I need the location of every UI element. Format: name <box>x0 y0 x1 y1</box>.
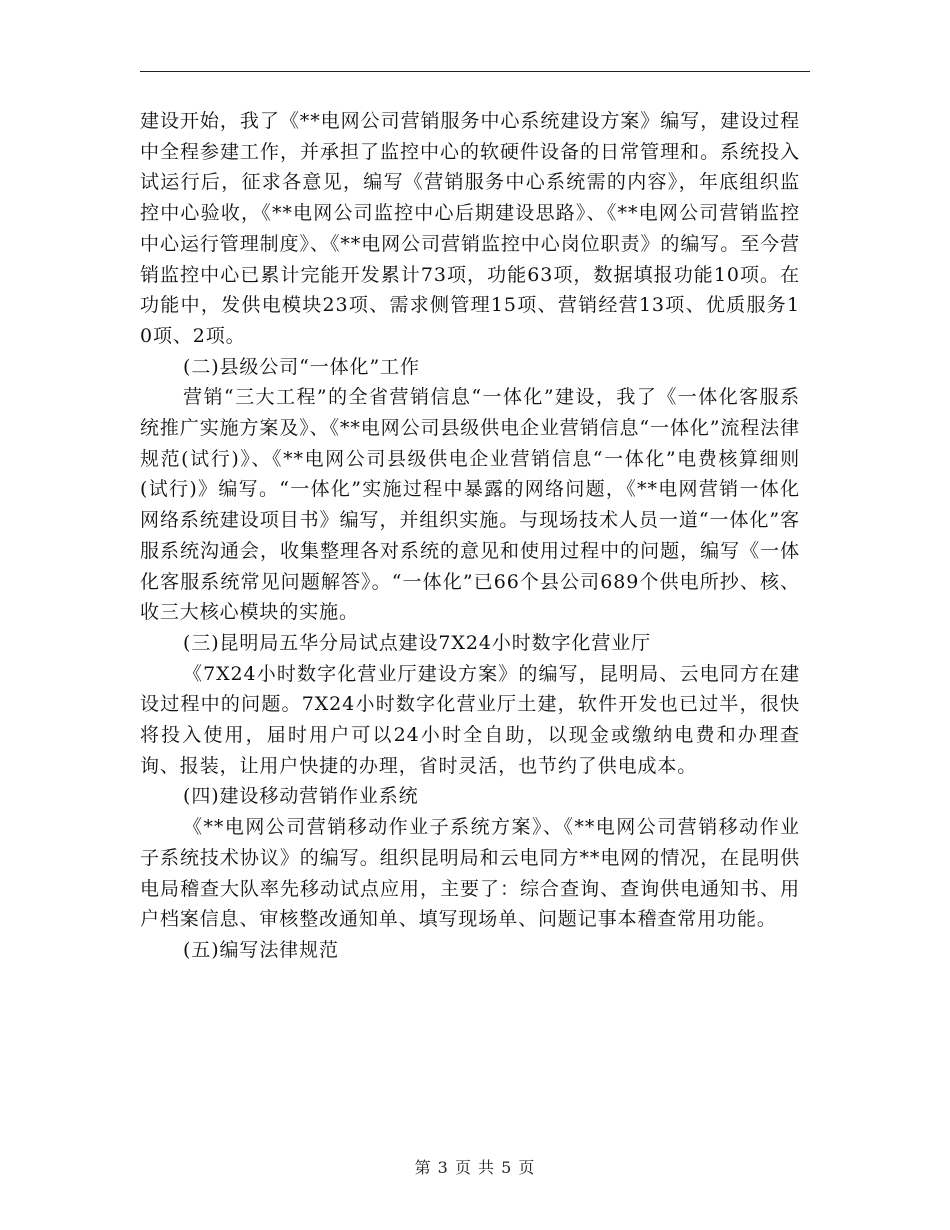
paragraph-monitoring-center: 建设开始，我了《**电网公司营销服务中心系统建设方案》编写，建设过程中全程参建工作，并承担了监控中心的软硬件设备的日常管理和。系统投入试运行后，征求各意见，编写《营销服务中心系统需的内容》，年底组织监控中心验收，《**电网公司监控中心后期建设思路》、《**电网公司营销监控中心运行管理制度》、《**电网公司营销监控中心岗位职责》的编写。至今营销监控中心已累计完能开发累计73项，功能63项，数据填报功能10项。在功能中，发供电模块23项、需求侧管理15项、营销经营13项、优质服务10项、2项。 <box>140 110 800 347</box>
paragraph-mobile-system: 《**电网公司营销移动作业子系统方案》、《**电网公司营销移动作业子系统技术协议》的编写。组织昆明局和云电同方**电网的情况，在昆明供电局稽查大队率先移动试点应用，主要了：综合查询、查询供电通知书、用户档案信息、审核整改通知单、填写现场单、问题记事本稽查常用功能。 <box>140 816 800 931</box>
header-rule <box>140 71 810 72</box>
heading-digital-hall: (三)昆明局五华分局试点建设7X24小时数字化营业厅 <box>183 631 652 654</box>
document-body <box>140 106 800 966</box>
heading-regulations: (五)编写法律规范 <box>183 938 339 961</box>
paragraph-digital-hall: 《7X24小时数字化营业厅建设方案》的编写，昆明局、云电同方在建设过程中的问题。7X24小时数字化营业厅土建，软件开发也已过半，很快将投入使用，届时用户可以24小时全自助，以现金或缴纳电费和办理查询、报装，让用户快捷的办理，省时灵活，也节约了供电成本。 <box>140 662 800 777</box>
page-number-footer: 第 3 页 共 5 页 <box>414 1158 536 1177</box>
heading-county-integration: (二)县级公司“一体化”工作 <box>183 355 420 378</box>
paragraph-county-integration: 营销“三大工程”的全省营销信息“一体化”建设，我了《一体化客服系统推广实施方案及》、《**电网公司县级供电企业营销信息“一体化”流程法律规范(试行)》、《**电网公司县级供电企业营销信息“一体化”电费核算细则(试行)》编写。“一体化”实施过程中暴露的网络问题，《**电网营销一体化网络系统建设项目书》编写，并组织实施。与现场技术人员一道“一体化”客服系统沟通会，收集整理各对系统的意见和使用过程中的问题，编写《一体化客服系统常见问题解答》。“一体化”已66个县公司689个供电所抄、核、收三大核心模块的实施。 <box>140 386 800 624</box>
heading-mobile-system: (四)建设移动营销作业系统 <box>183 785 419 808</box>
